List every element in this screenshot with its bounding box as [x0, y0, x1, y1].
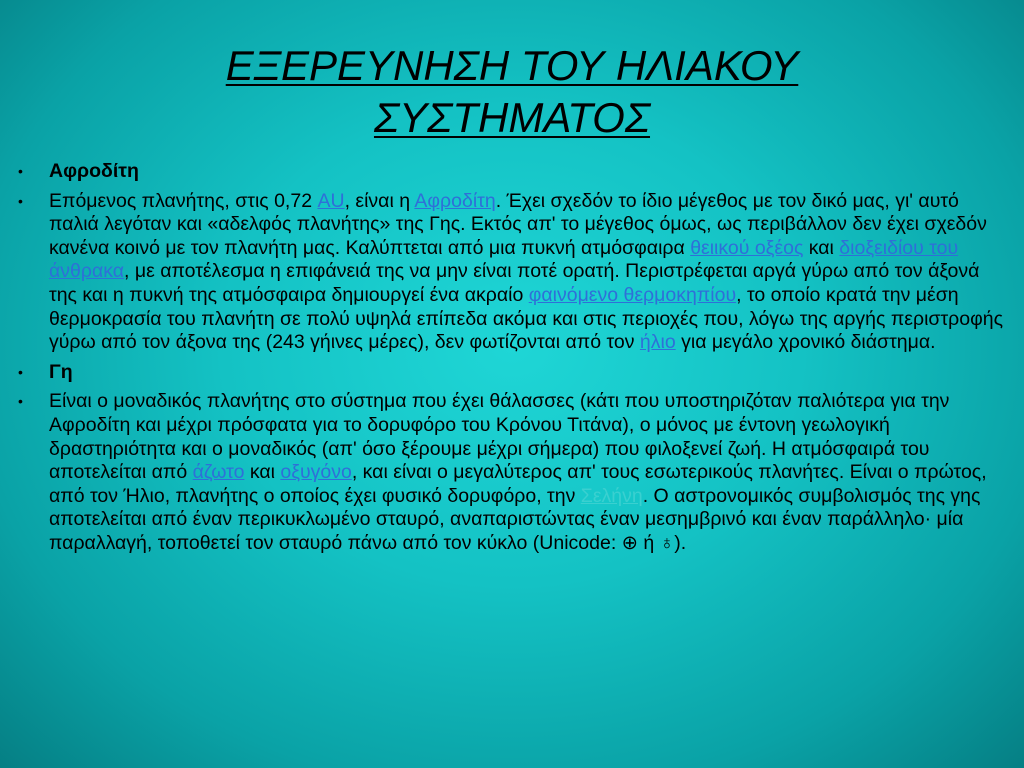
earth-text-4: . Ο αστρονομικός συμβολισμός της γης αποτελείται από έναν περικυκλωμένο σταυρό, αναπαριστώντας έναν μεσημβρινό και έναν παράλληλο· μία παραλλαγή, τοποθετεί τον σταυρό πάνω από τον κύκλο (Unicode: ⊕ ή ♁). [49, 484, 981, 554]
bullet-marker: • [18, 163, 23, 179]
slide-content [14, 160, 1010, 562]
link-oxygen[interactable]: οξυγόνο [280, 461, 352, 484]
slide-title [60, 40, 964, 144]
earth-text-3: , και είναι ο μεγαλύτερος απ' τους εσωτερικούς πλανήτες. Είναι ο πρώτος, από τον Ήλιο, πλανήτης ο οποίος έχει φυσικό δορυφόρο, την [49, 461, 987, 507]
earth-text-1: Είναι ο μοναδικός πλανήτης στο σύστημα που έχει θάλασσες (κάτι που υποστηριζόταν παλιότερα για την Αφροδίτη και μέχρι πρόσφατα για το δορυφόρο του Κρόνου Τιτάνα), ο μόνος με έντονη γεωλογική δραστηριότητα και ο μοναδικός (απ' όσο ξέρουμε μέχρι σήμερα) που φιλοξενεί ζωή. Η ατμόσφαιρά του αποτελείται από [49, 390, 950, 484]
slide-title-line1: ΕΞΕΡΕΥΝΗΣΗ ΤΟΥ ΗΛΙΑΚΟΥ [225, 42, 799, 89]
link-venus[interactable]: Αφροδίτη [414, 189, 496, 212]
venus-text-4: και [803, 236, 840, 259]
link-sulfuric-acid[interactable]: θειικού οξέος [690, 236, 804, 259]
bullet-marker: • [18, 363, 23, 380]
venus-heading: Αφροδίτη [49, 160, 139, 182]
link-nitrogen[interactable]: άζωτο [192, 461, 245, 484]
link-moon[interactable]: Σελήνη [580, 484, 643, 507]
bullet-earth-heading [14, 361, 1010, 385]
bullet-venus-heading [14, 160, 1010, 184]
venus-text-7: για μεγάλο χρονικό διάστημα. [675, 331, 936, 354]
venus-text-2: , είναι η [344, 189, 415, 212]
venus-text-3: . Έχει σχεδόν το ίδιο μέγεθος με τον δικό μας, γι' αυτό παλιά λεγόταν και «αδελφός πλανήτης» της Γης. Εκτός απ' το μέγεθος όμως, ως περιβάλλον δεν έχει σχεδόν κανένα κοινό με τον πλανήτη μας. Καλύπτεται από μια πυκνή ατμόσφαιρα [49, 189, 987, 259]
earth-heading: Γη [49, 360, 73, 383]
venus-text-6: , το οποίο κρατά την μέση θερμοκρασία του πλανήτη σε πολύ υψηλά επίπεδα ακόμα και στις περιοχές που, λόγω της αργής περιστροφής γύρω από τον άξονα της (243 γήινες μέρες), δεν φωτίζονται από τον [49, 283, 1003, 354]
link-carbon-dioxide[interactable]: διοξειδίου του άνθρακα [49, 236, 959, 283]
slide-title-line2: ΣΥΣΤΗΜΑΤΟΣ [373, 94, 651, 141]
earth-text-2: και [244, 461, 281, 484]
bullet-earth-text [14, 390, 1010, 555]
link-sun[interactable]: ήλιο [639, 331, 676, 354]
link-greenhouse-effect[interactable]: φαινόμενο θερμοκηπίου [528, 283, 737, 306]
venus-text-5: , με αποτέλεσμα η επιφάνειά της να μην είναι ποτέ ορατή. Περιστρέφεται αργά γύρω από τον άξονά της και η πυκνή της ατμόσφαιρα δημιουργεί ένα ακραίο [49, 260, 980, 306]
bullet-marker: • [18, 192, 23, 209]
bullet-venus-text [14, 190, 1010, 355]
bullet-marker: • [18, 393, 23, 410]
link-au[interactable]: AU [317, 189, 345, 212]
venus-text-1: Επόμενος πλανήτης, στις 0,72 [49, 189, 318, 212]
